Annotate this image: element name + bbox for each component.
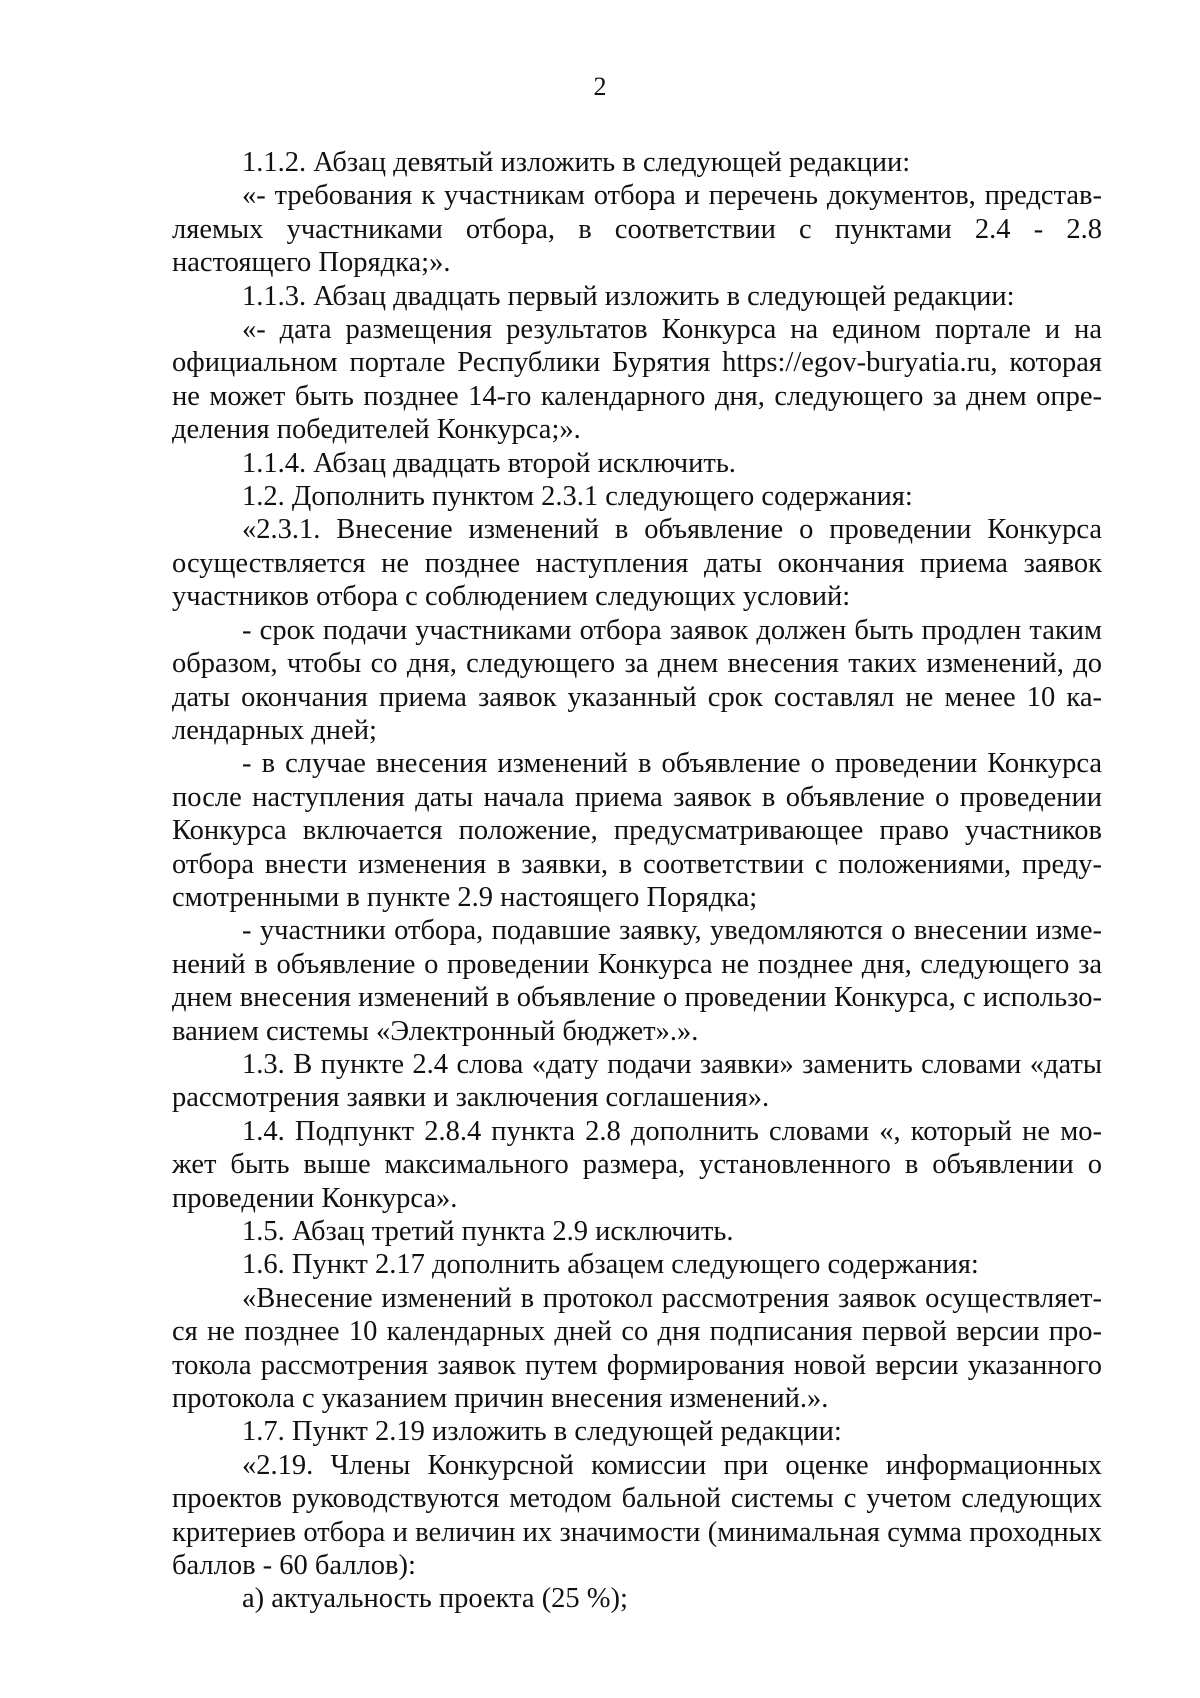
paragraph: - в случае внесения изменений в объявление о проведении Конкурса после наступления даты начала приема заявок в объявление о проведении Конкурса включается положение, предусматривающее право участников отбора внести изменения в заявки, в соответствии с положениями, предусмотренными в пункте 2.9 настоящего Порядка; [172,748,1102,913]
paragraph: 1.4. Подпункт 2.8.4 пункта 2.8 дополнить словами «, который не может быть выше максимального размера, установленного в объявлении о проведении Конкурса». [172,1115,1102,1214]
paragraph: 1.1.3. Абзац двадцать первый изложить в следующей редакции: [242,280,1015,312]
document-body [172,146,1102,1616]
paragraph: 1.3. В пункте 2.4 слова «дату подачи заявки» заменить словами «даты рассмотрения заявки и заключения соглашения». [172,1048,1102,1114]
paragraph: 1.7. Пункт 2.19 изложить в следующей редакции: [242,1416,842,1448]
paragraph: «Внесение изменений в протокол рассмотрения заявок осуществляется не позднее 10 календарных дней со дня подписания первой версии протокола рассмотрения заявок путем формирования новой версии указанного протокола с указанием причин внесения изменений.». [172,1282,1102,1415]
paragraph: 1.5. Абзац третий пункта 2.9 исключить. [242,1216,734,1247]
paragraph: «2.19. Члены Конкурсной комиссии при оценке информационных проектов руководствуются методом бальной системы с учетом следующих критериев отбора и величин их значимости (минимальная сумма проходных баллов - 60 баллов): [172,1449,1102,1582]
paragraph: - участники отбора, подавшие заявку, уведомляются о внесении изменений в объявление о проведении Конкурса не позднее дня, следующего за днем внесения изменений в объявление о проведении Конкурса, с использованием системы «Электронный бюджет».». [172,915,1102,1047]
paragraph: «- дата размещения результатов Конкурса на едином портале и на официальном портале Республики Бурятия https://egov-buryatia.ru, которая не может быть позднее 14-го календарного дня, следующего за днем определения победителей Конкурса;». [172,314,1102,446]
paragraph: 1.1.2. Абзац девятый изложить в следующей редакции: [242,147,911,178]
paragraph: 1.6. Пункт 2.17 дополнить абзацем следующего содержания: [242,1249,979,1281]
paragraph: а) актуальность проекта (25 %); [242,1583,628,1615]
page-number: 2 [593,72,607,101]
paragraph: «2.3.1. Внесение изменений в объявление о проведении Конкурса осуществляется не позднее наступления даты окончания приема заявок участников отбора с соблюдением следующих условий: [172,514,1102,613]
paragraph: - срок подачи участниками отбора заявок должен быть продлен таким образом, чтобы со дня, следующего за днем внесения таких изменений, до даты окончания приема заявок указанный срок составлял не менее 10 календарных дней; [172,614,1102,746]
paragraph: «- требования к участникам отбора и перечень документов, представляемых участниками отбора, в соответствии с пунктами 2.4 - 2.8 настоящего Порядка;». [172,180,1102,279]
paragraph: 1.1.4. Абзац двадцать второй исключить. [242,447,736,479]
paragraph: 1.2. Дополнить пунктом 2.3.1 следующего содержания: [242,481,913,513]
